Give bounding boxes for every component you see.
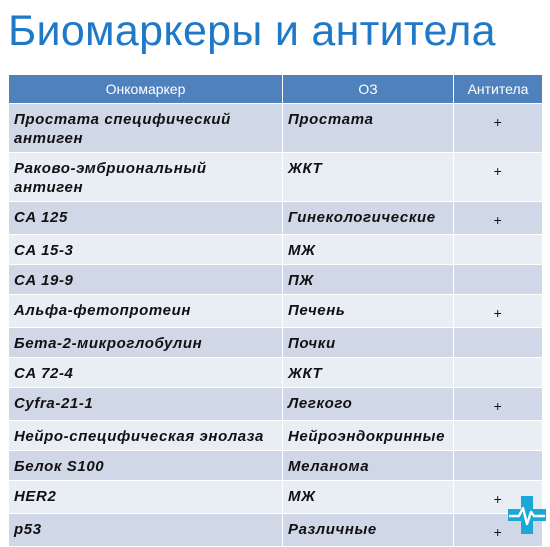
cell-antibodies [454, 451, 543, 481]
biomarker-table [8, 74, 543, 547]
cell-organ: Простата [283, 104, 454, 153]
cell-antibodies [454, 235, 543, 265]
cell-marker: Бета-2-микроглобулин [9, 328, 283, 358]
cell-marker: Раково-эмбриональный антиген [9, 153, 283, 202]
cell-antibodies: + [454, 481, 543, 514]
table-row [9, 514, 543, 547]
cell-marker: CA 15-3 [9, 235, 283, 265]
header-antibodies: Антитела [454, 75, 543, 104]
cell-organ: Гинекологические [283, 202, 454, 235]
cell-antibodies: + [454, 104, 543, 153]
cell-marker: HER2 [9, 481, 283, 514]
header-oncomarker: Онкомаркер [9, 75, 283, 104]
cell-marker: Нейро-специфическая энолаза [9, 421, 283, 451]
cell-marker: Cyfra-21-1 [9, 388, 283, 421]
table-body [9, 104, 543, 547]
table-row [9, 358, 543, 388]
medical-cross-heartbeat-icon [506, 494, 548, 536]
cell-antibodies [454, 421, 543, 451]
cell-organ: Меланома [283, 451, 454, 481]
cell-organ: ЖКТ [283, 153, 454, 202]
table-row [9, 295, 543, 328]
cell-antibodies [454, 328, 543, 358]
cell-marker: CA 72-4 [9, 358, 283, 388]
cell-antibodies: + [454, 153, 543, 202]
slide-title: Биомаркеры и антитела [8, 7, 496, 55]
table-row [9, 388, 543, 421]
cell-antibodies: + [454, 388, 543, 421]
cell-organ: МЖ [283, 235, 454, 265]
cell-marker: CA 125 [9, 202, 283, 235]
cell-antibodies [454, 265, 543, 295]
cell-marker: CA 19-9 [9, 265, 283, 295]
cell-organ: МЖ [283, 481, 454, 514]
table-row [9, 235, 543, 265]
table-row [9, 153, 543, 202]
table-row [9, 265, 543, 295]
table-row [9, 328, 543, 358]
table-row [9, 451, 543, 481]
cell-marker: Простата специфический антиген [9, 104, 283, 153]
cell-antibodies: + [454, 514, 543, 547]
cell-organ: Печень [283, 295, 454, 328]
header-organ: ОЗ [283, 75, 454, 104]
cell-organ: Различные [283, 514, 454, 547]
cell-organ: ПЖ [283, 265, 454, 295]
table-row [9, 202, 543, 235]
cell-antibodies [454, 358, 543, 388]
cell-marker: Альфа-фетопротеин [9, 295, 283, 328]
table-row [9, 481, 543, 514]
cell-antibodies: + [454, 295, 543, 328]
cell-organ: Нейроэндокринные [283, 421, 454, 451]
cell-organ: ЖКТ [283, 358, 454, 388]
cell-antibodies: + [454, 202, 543, 235]
table-header-row [9, 75, 543, 104]
cell-organ: Легкого [283, 388, 454, 421]
cell-organ: Почки [283, 328, 454, 358]
cell-marker: Белок S100 [9, 451, 283, 481]
cell-marker: p53 [9, 514, 283, 547]
table-row [9, 104, 543, 153]
table-row [9, 421, 543, 451]
